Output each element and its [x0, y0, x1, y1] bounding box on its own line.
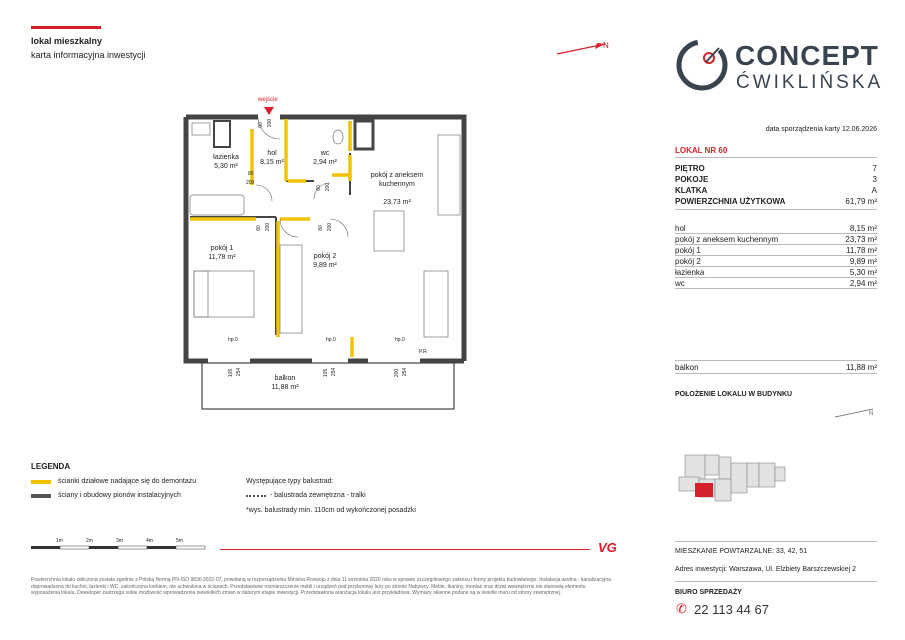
balcony-row — [675, 363, 877, 372]
balustrade-swatch — [246, 495, 266, 499]
legend-title: LEGENDA — [31, 462, 71, 471]
disclaimer: Powierzchnia lokalu obliczona została zgodnie z Polską Normą PN-ISO 9836:2022-07, powołaną w rozporządzeniu Ministra Rozwoju z dnia 11 września 2020 roku w sprawie szczegółowego zakresu i formy projektu budowlanego. Instalacja wodna - kanalizacyjna doprowadzona do kuchni, łazienki i WC, zakończona korkiem, nie uchwalona w ścianach. Przedstawione rozmieszczenie mebli i urządzeń pod przyborowy leży po stronie Nabywcy. Meble, tkaniny, montaż oraz drzwi wewnętrzne nie stanowią elementu wyposażenia lokalu. Deweloper zastrzega sobie możliwość wprowadzenia niewielkich zmian w dalszym etapie inwestycji. Przedstawiona aranżacja lokalu jest przykładowa. Wymiary okienne podane są w świetle muru od strony zewnętrznej. — [31, 577, 611, 596]
phone-icon: ✆ — [676, 601, 687, 616]
field-row — [675, 186, 877, 195]
room-label-balkon: balkon 11,88 m² — [271, 375, 299, 391]
dim-label: 105 — [323, 368, 330, 378]
room-value: 8,15 m² — [849, 224, 877, 233]
north-arrow-icon — [555, 38, 617, 58]
sales-title: BIURO SPRZEDAŻY — [675, 589, 742, 596]
concept-logo-icon — [675, 38, 729, 92]
field-label: POKOJE — [675, 175, 709, 184]
balustrade-title: Występujące typy balustrad: — [246, 478, 334, 485]
room-row — [675, 235, 877, 244]
footer-divider — [220, 549, 590, 550]
room-label: pokój 1 — [675, 246, 701, 255]
room-row — [675, 224, 877, 233]
field-row — [675, 175, 877, 184]
field-label: PIĘTRO — [675, 164, 705, 173]
scale-label: 2m — [86, 538, 93, 544]
dim-label: 200 — [327, 222, 334, 232]
divider — [675, 373, 877, 374]
entrance-arrow-icon — [264, 107, 274, 115]
room-label-lazienka: łazienka 5,30 m² — [213, 154, 239, 170]
vg-logo: VG — [598, 540, 617, 555]
legend-item: ścianki działowe nadające się do demontażu — [58, 478, 197, 485]
divider — [675, 209, 877, 210]
brand-name: CONCEPT — [735, 40, 879, 71]
room-value: 11,88 m² — [846, 363, 877, 372]
page-title: lokal mieszkalny — [31, 36, 103, 46]
installation-shaft — [214, 121, 230, 147]
divider — [675, 288, 877, 289]
balustrade-item: - balustrada zewnętrzna - tralki — [270, 492, 366, 499]
card-date: data sporządzenia karty 12.06.2026 — [765, 126, 877, 133]
room-label-hol: hol 8,15 m² — [260, 150, 284, 166]
scale-label: 5m — [176, 538, 183, 544]
room-label: łazienka — [675, 268, 705, 277]
brand-subname: ĆWIKLIŃSKA — [736, 72, 884, 93]
field-value: 61,79 m² — [845, 197, 877, 206]
installation-shaft — [355, 121, 373, 149]
room-value: 11,78 m² — [846, 246, 877, 255]
divider — [675, 244, 877, 245]
field-label: POWIERZCHNIA UŻYTKOWA — [675, 197, 786, 206]
room-row — [675, 268, 877, 277]
field-label: KLATKA — [675, 186, 708, 195]
dim-label: P.R — [419, 349, 427, 355]
header-accent-line — [31, 26, 101, 29]
phone-number[interactable]: 22 113 44 67 — [694, 602, 769, 617]
dim-label: hp.0 — [326, 337, 336, 343]
entrance-label: wejście — [258, 97, 278, 103]
dim-label: 90 — [257, 122, 264, 128]
room-label-pokoj2: pokój 2 9,89 m² — [313, 253, 337, 269]
svg-text:N: N — [869, 411, 874, 417]
room-value: 2,94 m² — [849, 279, 877, 288]
dim-label: 254 — [402, 367, 409, 377]
dim-label: 200 — [267, 118, 274, 128]
room-label-pokoj1: pokój 1 11,78 m² — [208, 245, 236, 261]
address: Adres inwestycji: Warszawa, Ul. Elżbiety Barszczewskiej 2 — [675, 566, 857, 573]
dim-label: hp.0 — [395, 337, 405, 343]
dim-label: 80 — [315, 185, 322, 191]
room-value: 5,30 m² — [849, 268, 877, 277]
legend-item: ściany i obudowy pionów instalacyjnych — [58, 492, 181, 499]
dim-label: 80 — [255, 225, 262, 231]
divider — [675, 541, 877, 542]
room-value: 23,73 m² — [845, 235, 877, 244]
unit-number: LOKAL NR 60 — [675, 146, 728, 155]
dim-label: 200 — [394, 368, 401, 378]
scale-label: 3m — [116, 538, 123, 544]
dim-label: 254 — [331, 367, 338, 377]
divider — [675, 581, 877, 582]
dim-label: 254 — [236, 367, 243, 377]
room-row — [675, 257, 877, 266]
field-value: A — [871, 186, 877, 195]
room-row — [675, 279, 877, 288]
dim-label: 200 — [246, 180, 255, 186]
location-title: POŁOŻENIE LOKALU W BUDYNKU — [675, 391, 793, 398]
room-value: 9,89 m² — [849, 257, 877, 266]
dim-label: 200 — [325, 182, 332, 192]
dim-label: hp.0 — [228, 337, 238, 343]
divider — [675, 277, 877, 278]
highlighted-unit — [695, 483, 713, 497]
legend-swatch-grey — [31, 494, 51, 498]
room-row — [675, 246, 877, 255]
room-label: pokój 2 — [675, 257, 701, 266]
building-location-map — [675, 405, 879, 535]
svg-text:N: N — [603, 41, 609, 50]
scale-label: 4m — [146, 538, 153, 544]
divider — [675, 233, 877, 234]
field-row — [675, 197, 877, 206]
dim-label: 80 — [317, 225, 324, 231]
scale-label: 1m — [56, 538, 63, 544]
room-label: wc — [675, 279, 685, 288]
divider — [675, 157, 877, 158]
legend-swatch-yellow — [31, 480, 51, 484]
divider — [675, 360, 877, 361]
room-label: pokój z aneksem kuchennym — [675, 235, 779, 244]
balustrade-note: *wys. balustrady min. 110cm od wykończonej posadzki — [246, 507, 416, 514]
dim-label: 200 — [265, 222, 272, 232]
field-value: 3 — [872, 175, 877, 184]
field-value: 7 — [872, 164, 877, 173]
dim-label: 80 — [248, 171, 254, 177]
room-label: balkon — [675, 363, 699, 372]
field-row — [675, 164, 877, 173]
room-label-kitchen: pokój z aneksem kuchennym 23,73 m² — [370, 172, 424, 206]
room-label-wc: wc 2,94 m² — [313, 150, 337, 166]
divider — [675, 255, 877, 256]
similar-units: MIESZKANIE POWTARZALNE: 33, 42, 51 — [675, 548, 808, 555]
room-label: hol — [675, 224, 686, 233]
divider — [675, 266, 877, 267]
page-subtitle: karta informacyjna inwestycji — [31, 50, 146, 60]
dim-label: 105 — [228, 368, 235, 378]
